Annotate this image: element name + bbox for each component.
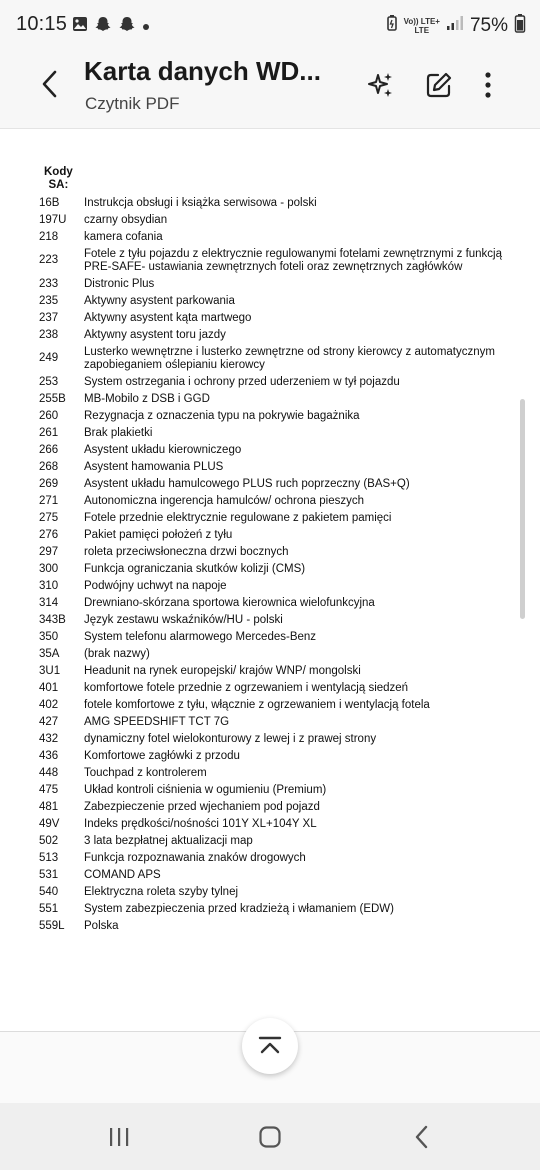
- dot-icon: [142, 18, 150, 36]
- option-description-line: Funkcja rozpoznawania znaków drogowych: [84, 852, 306, 864]
- option-description-line: Podwójny uchwyt na napoje: [84, 580, 227, 592]
- option-description-line: System ostrzegania i ochrony przed uderzeniem w tył pojazdu: [84, 376, 400, 388]
- option-description: [84, 682, 524, 695]
- option-code: 197U: [39, 214, 67, 226]
- app-bar: [0, 52, 540, 128]
- option-description-line: Polska: [84, 920, 119, 932]
- option-code: 218: [39, 231, 59, 243]
- option-description: [84, 903, 524, 916]
- home-icon: [258, 1125, 282, 1149]
- option-description-line: Drewniano-skórzana sportowa kierownica wielofunkcyjna: [84, 597, 375, 609]
- signal-icon: [446, 15, 464, 36]
- option-description: [84, 295, 524, 308]
- option-description: [84, 614, 524, 627]
- option-description: [84, 767, 524, 780]
- edit-icon: [424, 70, 454, 100]
- scroll-to-top-icon: [257, 1035, 283, 1057]
- option-code: 238: [39, 329, 59, 341]
- document-title: Karta danych WD...: [84, 56, 321, 86]
- nav-back-button[interactable]: [400, 1115, 444, 1159]
- option-description-line: roleta przeciwsłoneczna drzwi bocznych: [84, 546, 289, 558]
- back-button[interactable]: [28, 62, 72, 106]
- option-code: 297: [39, 546, 59, 558]
- option-code: 276: [39, 529, 59, 541]
- option-code: 475: [39, 784, 59, 796]
- option-description: [84, 312, 524, 325]
- option-code: 223: [39, 254, 59, 266]
- option-code: 255B: [39, 393, 66, 405]
- option-description-line: Rezygnacja z oznaczenia typu na pokrywie bagażnika: [84, 410, 360, 422]
- option-code: 540: [39, 886, 59, 898]
- option-description: [84, 869, 524, 882]
- option-code: 300: [39, 563, 59, 575]
- option-code: 559L: [39, 920, 65, 932]
- option-description: [84, 478, 524, 491]
- option-description-line: Distronic Plus: [84, 278, 155, 290]
- option-description-line: COMAND APS: [84, 869, 161, 881]
- option-description-line: Fotele z tyłu pojazdu z elektrycznie regulowanymi fotelami zewnętrznymi z funkcją: [84, 248, 503, 260]
- option-description: [84, 733, 524, 746]
- ai-sparkle-icon: [366, 70, 396, 100]
- option-description: [84, 329, 524, 342]
- option-code: 350: [39, 631, 59, 643]
- option-code: 253: [39, 376, 59, 388]
- option-code: 235: [39, 295, 59, 307]
- option-description: [84, 248, 524, 274]
- option-description: [84, 920, 524, 933]
- option-code: 16B: [39, 197, 60, 209]
- option-description-line: fotele komfortowe z tyłu, włącznie z ogrzewaniem i wentylacją fotela: [84, 699, 430, 711]
- option-description: [84, 444, 524, 457]
- option-description: [84, 886, 524, 899]
- status-bar: [0, 0, 540, 52]
- option-code: 513: [39, 852, 59, 864]
- option-description-line: Funkcja ograniczania skutków kolizji (CMS): [84, 563, 306, 575]
- option-code: 314: [39, 597, 59, 609]
- option-description-line: Język zestawu wskaźników/HU - polski: [84, 614, 283, 626]
- option-description-line: Asystent układu hamulcowego PLUS ruch poprzeczny (BAS+Q): [84, 478, 410, 490]
- option-description: [84, 231, 524, 244]
- column-header: [44, 166, 73, 192]
- option-description-line: Aktywny asystent toru jazdy: [84, 329, 226, 341]
- option-description: [84, 529, 524, 542]
- option-code: 35A: [39, 648, 60, 660]
- ai-assist-button[interactable]: [360, 64, 402, 106]
- system-status-icons: [386, 13, 526, 38]
- system-navigation-bar: [0, 1103, 540, 1170]
- network-top-text: Vo)) LTE+: [403, 16, 440, 26]
- option-description: [84, 631, 524, 644]
- recent-apps-button[interactable]: [97, 1115, 141, 1159]
- option-code: 402: [39, 699, 59, 711]
- scroll-to-top-button[interactable]: [242, 1018, 298, 1074]
- option-description: [84, 546, 524, 559]
- option-description-line: Układ kontroli ciśnienia w ogumieniu (Premium): [84, 784, 327, 796]
- home-button[interactable]: [248, 1115, 292, 1159]
- option-description: [84, 563, 524, 576]
- option-code: 432: [39, 733, 59, 745]
- option-code: 249: [39, 352, 59, 364]
- option-description: [84, 495, 524, 508]
- option-code: 269: [39, 478, 59, 490]
- battery-icon: [514, 13, 526, 38]
- option-description-line: MB-Mobilo z DSB i GGD: [84, 393, 210, 405]
- option-description-line: Brak plakietki: [84, 427, 153, 439]
- gallery-icon: [72, 16, 88, 37]
- scrollbar[interactable]: [520, 399, 525, 619]
- option-description: [84, 410, 524, 423]
- more-options-button[interactable]: [468, 64, 508, 106]
- option-description: [84, 597, 524, 610]
- option-description: [84, 197, 524, 210]
- option-description-line: 3 lata bezpłatnej aktualizacji map: [84, 835, 253, 847]
- app-subtitle: Czytnik PDF: [85, 94, 180, 113]
- option-code: 401: [39, 682, 59, 694]
- option-code: 481: [39, 801, 59, 813]
- option-description-line: (brak nazwy): [84, 648, 150, 660]
- more-vertical-icon: [484, 71, 492, 99]
- option-description: [84, 801, 524, 814]
- option-code: 427: [39, 716, 59, 728]
- option-code: 531: [39, 869, 59, 881]
- option-description-line: dynamiczny fotel wielokonturowy z lewej i z prawej strony: [84, 733, 377, 745]
- option-code: 261: [39, 427, 59, 439]
- option-description-line: PRE-SAFE- ustawiania zewnętrznych foteli oraz zewnętrznych zagłówków: [84, 261, 463, 273]
- option-description-line: Indeks prędkości/nośności 101Y XL+104Y XL: [84, 818, 317, 830]
- option-description-line: System telefonu alarmowego Mercedes-Benz: [84, 631, 317, 643]
- option-description-line: Instrukcja obsługi i książka serwisowa - polski: [84, 197, 317, 209]
- pdf-page[interactable]: [0, 128, 540, 1031]
- option-code: 436: [39, 750, 59, 762]
- option-description-line: Lusterko wewnętrzne i lusterko zewnętrzne od strony kierowcy z automatycznym: [84, 346, 495, 358]
- option-description: [84, 393, 524, 406]
- option-description: [84, 750, 524, 763]
- network-label: [404, 17, 440, 35]
- option-description: [84, 580, 524, 593]
- option-description-line: System zabezpieczenia przed kradzieżą i włamaniem (EDW): [84, 903, 394, 915]
- back-arrow-icon: [39, 69, 61, 99]
- option-description-line: Aktywny asystent kąta martwego: [84, 312, 252, 324]
- option-description: [84, 376, 524, 389]
- option-code: 268: [39, 461, 59, 473]
- option-code: 448: [39, 767, 59, 779]
- network-bottom-text: LTE: [414, 25, 430, 35]
- option-description: [84, 461, 524, 474]
- option-code: 310: [39, 580, 59, 592]
- option-description: [84, 648, 524, 661]
- snapchat-icon: [94, 15, 112, 38]
- option-code: 343B: [39, 614, 66, 626]
- option-description-line: Asystent hamowania PLUS: [84, 461, 224, 473]
- option-description: [84, 665, 524, 678]
- option-description: [84, 346, 524, 372]
- back-icon: [412, 1124, 432, 1150]
- option-description-line: Asystent układu kierowniczego: [84, 444, 242, 456]
- option-code: 237: [39, 312, 59, 324]
- column-header-line2: SA:: [48, 179, 69, 191]
- recent-apps-icon: [107, 1126, 131, 1148]
- option-code: 3U1: [39, 665, 61, 677]
- status-time: 10:15: [16, 13, 68, 35]
- option-description-line: zapobieganiem oślepianiu kierowcy: [84, 359, 265, 371]
- option-description-line: Headunit na rynek europejski/ krajów WNP/ mongolski: [84, 665, 361, 677]
- option-description-line: kamera cofania: [84, 231, 163, 243]
- option-description-line: Elektryczna roleta szyby tylnej: [84, 886, 239, 898]
- option-description: [84, 214, 524, 227]
- option-description: [84, 716, 524, 729]
- option-description-line: Autonomiczna ingerencja hamulców/ ochrona pieszych: [84, 495, 364, 507]
- notification-icons: [72, 15, 150, 38]
- edit-button[interactable]: [418, 64, 460, 106]
- option-description: [84, 699, 524, 712]
- option-description-line: Aktywny asystent parkowania: [84, 295, 235, 307]
- option-description-line: AMG SPEEDSHIFT TCT 7G: [84, 716, 230, 728]
- option-description: [84, 427, 524, 440]
- snapchat-icon: [118, 15, 136, 38]
- option-description-line: Fotele przednie elektrycznie regulowane z pakietem pamięci: [84, 512, 392, 524]
- option-code: 49V: [39, 818, 60, 830]
- option-code: 551: [39, 903, 59, 915]
- option-description-line: czarny obsydian: [84, 214, 168, 226]
- option-code: 502: [39, 835, 59, 847]
- option-code: 275: [39, 512, 59, 524]
- battery-percentage: 75%: [469, 14, 508, 36]
- column-header-line1: Kody: [44, 166, 73, 178]
- option-code: 233: [39, 278, 59, 290]
- option-description-line: komfortowe fotele przednie z ogrzewaniem i wentylacją siedzeń: [84, 682, 409, 694]
- option-description-line: Zabezpieczenie przed wjechaniem pod pojazd: [84, 801, 320, 813]
- option-description: [84, 835, 524, 848]
- option-code: 266: [39, 444, 59, 456]
- battery-saver-icon: [386, 14, 398, 37]
- option-code: 260: [39, 410, 59, 422]
- option-description: [84, 278, 524, 291]
- option-description: [84, 852, 524, 865]
- option-description-line: Pakiet pamięci położeń z tyłu: [84, 529, 233, 541]
- option-description-line: Touchpad z kontrolerem: [84, 767, 207, 779]
- option-description-line: Komfortowe zagłówki z przodu: [84, 750, 240, 762]
- option-description: [84, 784, 524, 797]
- option-code: 271: [39, 495, 59, 507]
- option-description: [84, 818, 524, 831]
- option-description: [84, 512, 524, 525]
